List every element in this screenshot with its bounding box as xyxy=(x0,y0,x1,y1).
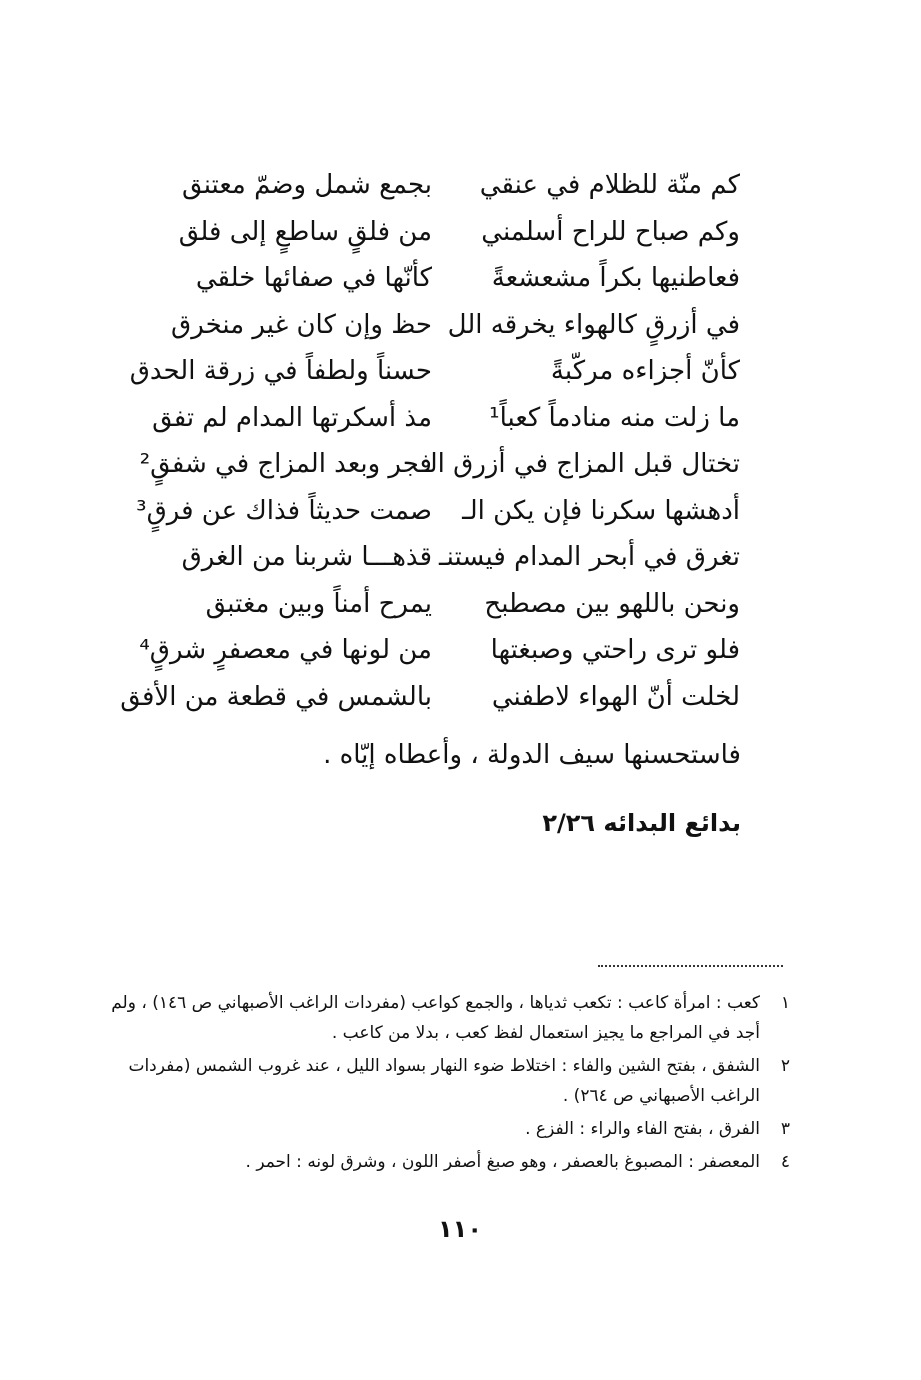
poem-verse xyxy=(120,677,740,724)
verse-second-hemistich: حسناً ولطفاً في زرقة الحدق xyxy=(129,356,432,386)
poem-verse xyxy=(150,258,740,305)
verse-second-hemistich: حظ وإن كان غير منخرق xyxy=(171,309,432,340)
verse-second-hemistich: من لونها في معصفرٍ شرقٍ⁴ xyxy=(139,635,432,665)
footnote-number: ١ xyxy=(780,993,790,1013)
footnote xyxy=(110,1114,790,1144)
poem xyxy=(120,165,740,723)
footnote xyxy=(110,1147,790,1177)
footnote-text: الشفق ، بفتح الشين والفاء : اختلاط ضوء النهار بسواد الليل ، عند غروب الشمس (مفردات الراغب الأصبهاني ص ٢٦٤) . xyxy=(128,1056,760,1106)
footnote-text: المعصفر : المصبوغ بالعصفر ، وهو صبغ أصفر اللون ، وشرق لونه : احمر . xyxy=(245,1152,760,1172)
verse-first-hemistich: فلو ترى راحتي وصبغتها xyxy=(490,635,740,665)
verse-first-hemistich: ونحن باللهو بين مصطبح xyxy=(484,588,740,619)
footnotes xyxy=(110,988,790,1180)
footnote xyxy=(110,988,790,1048)
verse-second-hemistich: صمت حديثاً فذاك عن فرقٍ³ xyxy=(136,495,432,526)
verse-first-hemistich: في أزرقٍ كالهواء يخرقه الل xyxy=(447,309,740,340)
verse-second-hemistich: فجر وبعد المزاج في شفقٍ² xyxy=(139,449,432,479)
poem-verse xyxy=(150,165,740,212)
poem-verse xyxy=(150,537,740,584)
poem-verse xyxy=(136,491,740,538)
verse-second-hemistich: كأنّها في صفائها خلقي xyxy=(195,263,432,293)
poem-verse xyxy=(150,212,740,259)
footnote-number: ٣ xyxy=(780,1119,790,1139)
verse-first-hemistich: ما زلت منه منادماً كعباً¹ xyxy=(489,402,740,433)
verse-first-hemistich: تغرق في أبحر المدام فيستنـ xyxy=(439,542,740,572)
verse-first-hemistich: وكم صباح للراح أسلمني xyxy=(481,216,740,247)
verse-first-hemistich: تختال قبل المزاج في أزرق الـ xyxy=(422,449,740,479)
poem-verse xyxy=(150,305,740,352)
footnote-text: الفرق ، بفتح الفاء والراء : الفزع . xyxy=(525,1119,760,1139)
source-reference: بدائع البدائه ٢/٢٦ xyxy=(542,809,741,837)
verse-first-hemistich: كم منّة للظلام في عنقي xyxy=(479,170,740,200)
footnote-number: ٤ xyxy=(780,1152,790,1172)
verse-first-hemistich: لخلت أنّ الهواء لاطفني xyxy=(491,681,740,712)
verse-second-hemistich: من فلقٍ ساطعٍ إلى فلق xyxy=(178,216,432,247)
poem-verse xyxy=(139,444,740,491)
page-number: ١١٠ xyxy=(438,1215,482,1243)
footnote xyxy=(110,1051,790,1111)
verse-first-hemistich: أدهشها سكرنا فإن يكن الـ xyxy=(462,495,740,526)
poem-verse xyxy=(139,630,740,677)
verse-second-hemistich: يمرح أمناً وبين مغتبق xyxy=(205,588,432,619)
footnote-number: ٢ xyxy=(780,1056,790,1076)
verse-second-hemistich: بالشمس في قطعة من الأفق xyxy=(120,681,432,712)
poem-verse xyxy=(129,351,740,398)
verse-second-hemistich: بجمع شمل وضمّ معتنق xyxy=(182,170,432,200)
verse-second-hemistich: مذ أسكرتها المدام لم تفق xyxy=(152,402,432,433)
closing-line: فاستحسنها سيف الدولة ، وأعطاه إيّاه . xyxy=(323,740,741,770)
verse-first-hemistich: فعاطنيها بكراً مشعشعةً xyxy=(491,263,740,293)
footnote-text: كعب : امرأة كاعب : تكعب ثدياها ، والجمع كواعب (مفردات الراغب الأصبهاني ص ١٤٦) ، ولم أجد في المراجع ما يجيز استعمال لفظ كعب ، بدلا من كاعب . xyxy=(111,993,760,1043)
poem-verse xyxy=(150,398,740,445)
verse-second-hemistich: قذهـــا شربنا من الغرق xyxy=(181,542,432,572)
verse-first-hemistich: كأنّ أجزاءه مركّبةً xyxy=(550,356,740,386)
footnote-divider xyxy=(598,965,783,967)
poem-verse xyxy=(150,584,740,631)
